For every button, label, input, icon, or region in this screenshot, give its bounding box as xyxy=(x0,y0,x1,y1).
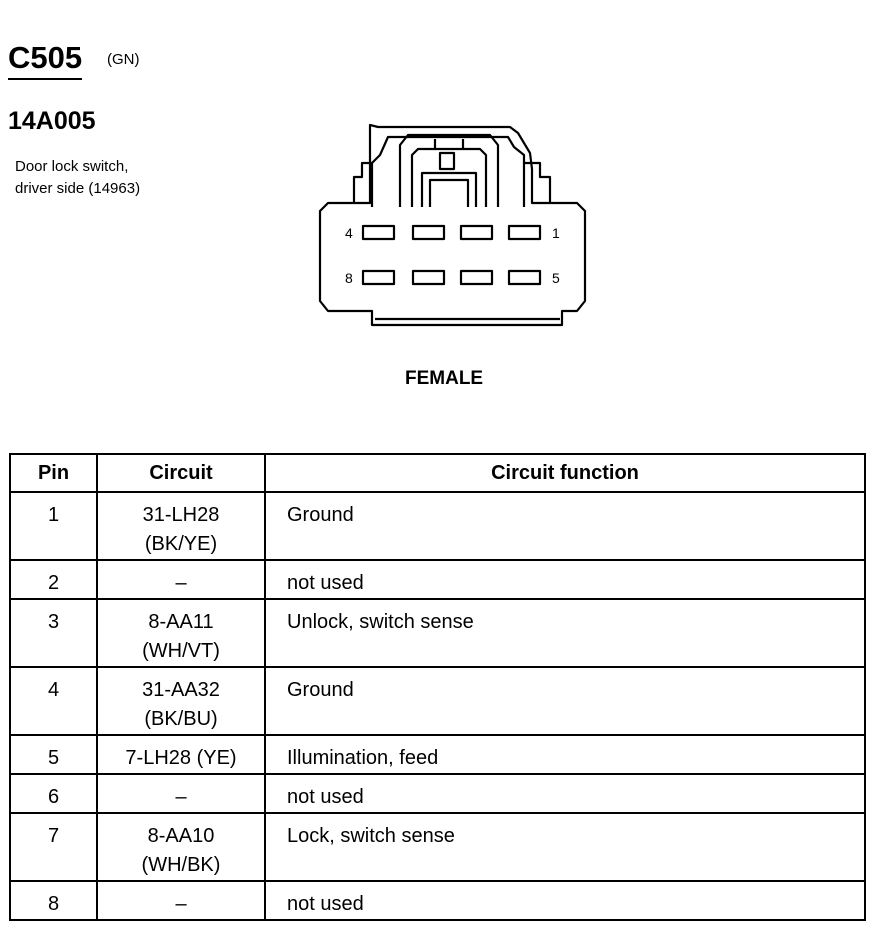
table-row xyxy=(10,813,865,881)
circuit-function: not used xyxy=(287,893,364,915)
circuit-code: 8-AA11 xyxy=(148,611,214,633)
pin-number: 7 xyxy=(47,825,60,847)
pin-cavity xyxy=(363,271,394,284)
circuit-function: Illumination, feed xyxy=(287,747,439,769)
circuit-function: Ground xyxy=(287,679,354,701)
table-row xyxy=(10,735,865,774)
pin-number-label: 5 xyxy=(552,270,560,286)
circuit-function: Lock, switch sense xyxy=(287,825,455,847)
table-row xyxy=(10,667,865,735)
connector-body xyxy=(320,125,585,325)
pin-cavity xyxy=(461,271,492,284)
circuit-code: – xyxy=(175,786,187,808)
header-function: Circuit function xyxy=(265,454,865,492)
part-number: 14A005 xyxy=(8,107,96,135)
circuit-function: not used xyxy=(287,786,364,808)
circuit-function: Ground xyxy=(287,504,354,526)
latch xyxy=(400,135,498,207)
connector-id: C505 xyxy=(8,40,82,80)
wire-color: (BK/YE) xyxy=(144,533,218,555)
pin-number-label: 1 xyxy=(552,225,560,241)
connector-color-code: (GN) xyxy=(107,51,140,68)
circuit-code: 31-AA32 xyxy=(142,679,220,701)
pin-number-label: 8 xyxy=(345,270,353,286)
circuit-code: – xyxy=(175,893,187,915)
circuit-code: 7-LH28 (YE) xyxy=(125,747,237,769)
circuit-function: not used xyxy=(287,572,364,594)
wire-color: (WH/VT) xyxy=(142,640,220,662)
header-circuit: Circuit xyxy=(97,454,265,492)
connector-description: Door lock switch, driver side (14963) xyxy=(15,158,141,197)
circuit-code: 31-LH28 xyxy=(142,504,220,526)
table-header-row xyxy=(10,454,865,492)
pin-number: 2 xyxy=(47,572,60,594)
pin-cavity xyxy=(363,226,394,239)
wire-color: (BK/BU) xyxy=(144,708,218,730)
pin-number: 8 xyxy=(47,893,60,915)
pinout-table xyxy=(9,453,866,921)
table-row xyxy=(10,560,865,599)
header-pin: Pin xyxy=(10,454,97,492)
connector-face-diagram xyxy=(300,115,600,340)
circuit-code: – xyxy=(175,572,187,594)
pin-number: 6 xyxy=(47,786,60,808)
table-row xyxy=(10,881,865,920)
pin-cavity xyxy=(509,271,540,284)
circuit-code: 8-AA10 xyxy=(147,825,215,847)
pin-cavity xyxy=(461,226,492,239)
pin-cavity xyxy=(413,226,444,239)
circuit-function: Unlock, switch sense xyxy=(287,611,474,633)
pin-number: 1 xyxy=(47,504,60,526)
pin-number: 3 xyxy=(47,611,60,633)
pin-cavity xyxy=(413,271,444,284)
view-label: FEMALE xyxy=(405,368,484,389)
table-row xyxy=(10,774,865,813)
table-row xyxy=(10,492,865,560)
pin-cavity xyxy=(509,226,540,239)
pin-number-label: 4 xyxy=(345,225,353,241)
wire-color: (WH/BK) xyxy=(141,854,221,876)
pin-number: 4 xyxy=(47,679,60,701)
table-row xyxy=(10,599,865,667)
pin-number: 5 xyxy=(47,747,60,769)
